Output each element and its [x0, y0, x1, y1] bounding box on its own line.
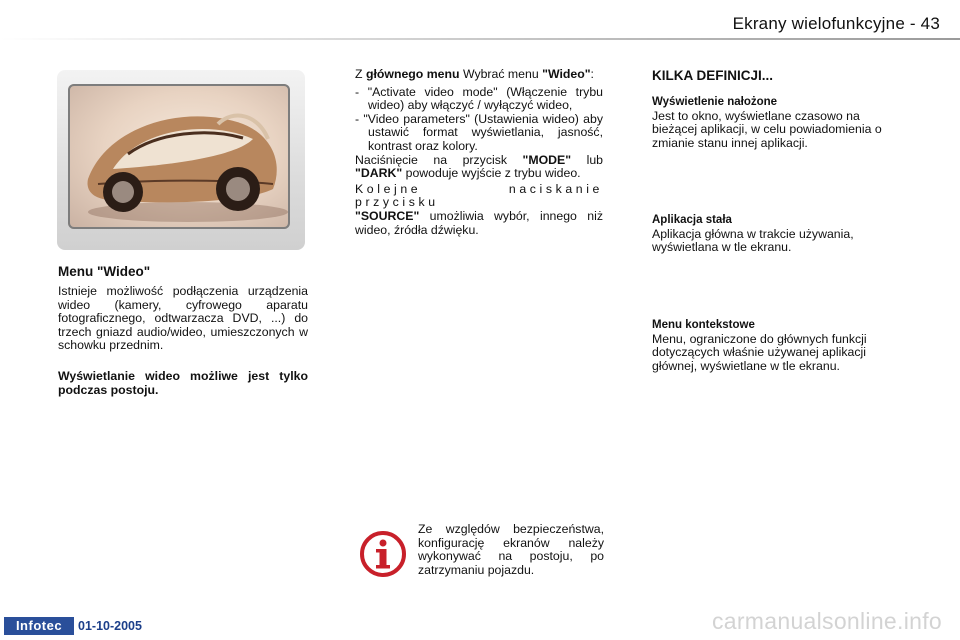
footer-date: 01-10-2005 [78, 619, 142, 633]
header-divider [0, 38, 960, 40]
page-title: Ekrany wielofunkcyjne - 43 [732, 14, 940, 33]
video-menu-instructions [355, 68, 603, 237]
list-item-activate-video: - "Activate video mode" (Włączenie trybu wideo) aby włączyć / wyłączyć wideo, [355, 84, 603, 113]
definition-title: Wyświetlenie nałożone [652, 96, 778, 108]
definition-text: Aplikacja główna w trakcie używania, wyświetlana w tle ekranu. [652, 226, 854, 255]
definition-text: Menu, ograniczone do głównych funkcji dotyczących właśnie używanej aplikacji głównej, wyświetlane w tle ekranu. [652, 331, 867, 373]
definition-text: Jest to okno, wyświetlane czasowo na bieżącej aplikacji, w celu powiadomienia o zmianie stanu innej aplikacji. [652, 108, 882, 150]
infotec-logo: Infotec [4, 617, 74, 635]
definition-overlay [652, 96, 904, 150]
list-item-video-parameters: - "Video parameters" (Ustawienia wideo) aby ustawić format wyświetlania, jasność, kontrast oraz kolory. [355, 111, 603, 153]
video-safety-note: Wyświetlanie wideo możliwe jest tylko podczas postoju. [58, 369, 308, 397]
definition-context-menu [652, 319, 904, 373]
car-display-image [68, 84, 290, 229]
section-heading-video-menu: Menu "Wideo" [58, 264, 151, 279]
source-info: Kolejne naciskanie przycisku "SOURCE" umożliwia wybór, innego niż wideo, źródła dźwięku. [355, 181, 603, 237]
definition-permanent-app [652, 214, 904, 255]
definition-title: Menu kontekstowe [652, 319, 755, 331]
concept-car-illustration [68, 84, 290, 229]
video-menu-description: Istnieje możliwość podłączenia urządzenia wideo (kamery, cyfrowego aparatu fotograficznego, odtwarzacza DVD, ...) do trzech gniazd audio/wideo, umieszczonych w schowku przednim. [58, 284, 308, 353]
watermark: carmanualsonline.info [711, 608, 942, 634]
info-icon [359, 530, 407, 578]
definition-title: Aplikacja stała [652, 214, 732, 226]
safety-note: Ze względów bezpieczeństwa, konfigurację ekranów należy wykonywać na postoju, po zatrzymaniu pojazdu. [418, 522, 604, 577]
menu-intro: Z głównego menu Wybrać menu "Wideo": [355, 67, 594, 81]
definitions-heading: KILKA DEFINICJI... [652, 68, 774, 83]
mode-dark-info: Naciśnięcie na przycisk "MODE" lub "DARK" powoduje wyjście z trybu wideo. [355, 152, 604, 181]
